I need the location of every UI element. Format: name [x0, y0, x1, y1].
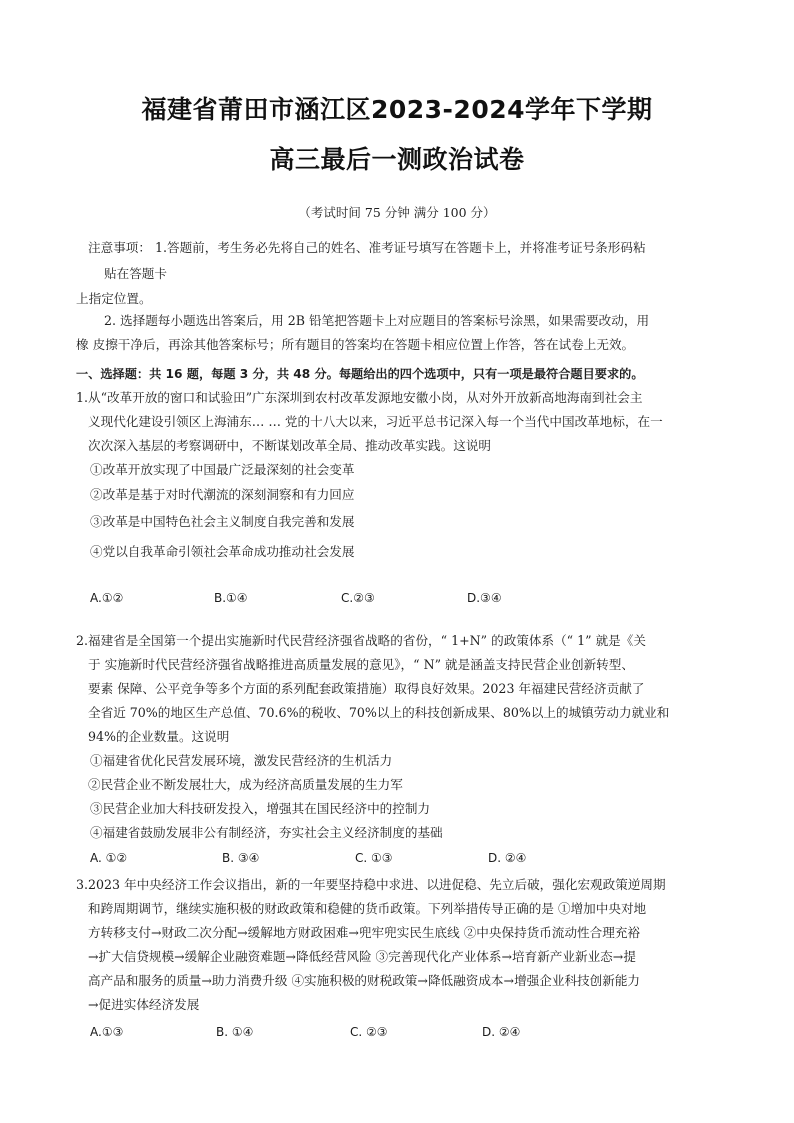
answer-option: A.①③	[90, 1025, 124, 1039]
notes-line: 2. 选择题每小题选出答案后，用 2B 铅笔把答题卡上对应题目的答案标号涂黑，如果需要改动，用	[104, 313, 650, 328]
question-stem: 全省近 70%的地区生产总值、70.6%的税收、70%以上的科技创新成果、80%以上的城镇劳动力就业和	[88, 705, 670, 720]
answer-option: D. ②④	[482, 1025, 521, 1039]
question-stem: 和跨周期调节，继续实施积极的财政政策和稳健的货币政策。下列举措传导正确的是 ①增加中央对地	[88, 901, 647, 916]
question-stem: 要素 保障、公平竞争等多个方面的系列配套政策措施）取得良好效果。2023 年福建民营经济贡献了	[88, 681, 645, 696]
question-stem: 2.福建省是全国第一个提出实施新时代民营经济强省战略的省份，“ 1+N” 的政策体系（“ 1” 就是《关	[76, 633, 646, 648]
answer-option: D.③④	[467, 591, 502, 605]
answer-option: A. ①②	[90, 851, 128, 865]
choice-item: ③民营企业加大科技研发投入，增强其在国民经济中的控制力	[90, 801, 431, 816]
question-stem: 3.2023 年中央经济工作会议指出，新的一年要坚持稳中求进、以进促稳、先立后破，强化宏观政策逆周期	[76, 877, 666, 892]
question-stem: 义现代化建设引领区上海浦东… … 党的十八大以来，习近平总书记深入每一个当代中国改革地标，在一	[88, 414, 663, 429]
choice-item: ②民营企业不断发展壮大，成为经济高质量发展的生力军	[88, 777, 403, 792]
choice-item: ④党以自我革命引领社会革命成功推动社会发展	[90, 544, 355, 559]
notes-line: 注意事项： 1.答题前，考生务必先将自己的姓名、准考证号填写在答题卡上，并将准考证号条形码粘	[88, 240, 646, 255]
question-stem: 高产品和服务的质量→助力消费升级 ④实施积极的财税政策→降低融资成本→增强企业科技创新能力	[88, 973, 641, 988]
choice-item: ①改革开放实现了中国最广泛最深刻的社会变革	[90, 462, 355, 477]
question-stem: 次次深入基层的考察调研中，不断谋划改革全局、推动改革实践。这说明	[88, 438, 491, 453]
answer-option: C.②③	[341, 591, 375, 605]
question-stem: 1.从“改革开放的窗口和试验田”广东深圳到农村改革发源地安徽小岗，从对外开放新高地海南到社会主	[76, 390, 643, 405]
question-stem: 于 实施新时代民营经济强省战略推进高质量发展的意见》，“ N” 就是涵盖支持民营企业创新转型、	[88, 657, 634, 672]
notes-line: 上指定位置。	[76, 291, 152, 306]
answer-option: C. ②③	[350, 1025, 388, 1039]
notes-line: 橡 皮擦干净后，再涂其他答案标号；所有题目的答案均在答题卡相应位置上作答，答在试卷上无效。	[76, 337, 635, 352]
answer-option: B. ③④	[222, 851, 260, 865]
page-subtitle: 高三最后一测政治试卷	[269, 145, 525, 174]
section-heading: 一、选择题：共 16 题，每题 3 分，共 48 分。每题给出的四个选项中，只有一项是最符合题目要求的。	[76, 367, 644, 381]
question-stem: 94%的企业数量。这说明	[88, 729, 230, 744]
answer-option: D. ②④	[488, 851, 527, 865]
question-stem: 方转移支付→财政二次分配→缓解地方财政困难→兜牢兜实民生底线 ②中央保持货币流动性合理充裕	[88, 925, 641, 940]
notes-line: 贴在答题卡	[104, 266, 167, 281]
choice-item: ①福建省优化民营发展环境，激发民营经济的生机活力	[90, 753, 393, 768]
answer-option: B. ①④	[216, 1025, 254, 1039]
answer-option: C. ①③	[355, 851, 393, 865]
answer-option: B.①④	[214, 591, 248, 605]
question-stem: →促进实体经济发展	[88, 997, 200, 1012]
exam-info: （考试时间 75 分钟 满分 100 分）	[298, 205, 496, 220]
answer-option: A.①②	[90, 591, 124, 605]
choice-item: ②改革是基于对时代潮流的深刻洞察和有力回应	[90, 487, 355, 502]
page-title: 福建省莆田市涵江区2023-2024学年下学期	[141, 95, 653, 124]
choice-item: ③改革是中国特色社会主义制度自我完善和发展	[90, 514, 355, 529]
choice-item: ④福建省鼓励发展非公有制经济，夯实社会主义经济制度的基础	[90, 825, 443, 840]
question-stem: →扩大信贷规模→缓解企业融资难题→降低经营风险 ③完善现代化产业体系→培育新产业新业态→提	[88, 949, 636, 964]
